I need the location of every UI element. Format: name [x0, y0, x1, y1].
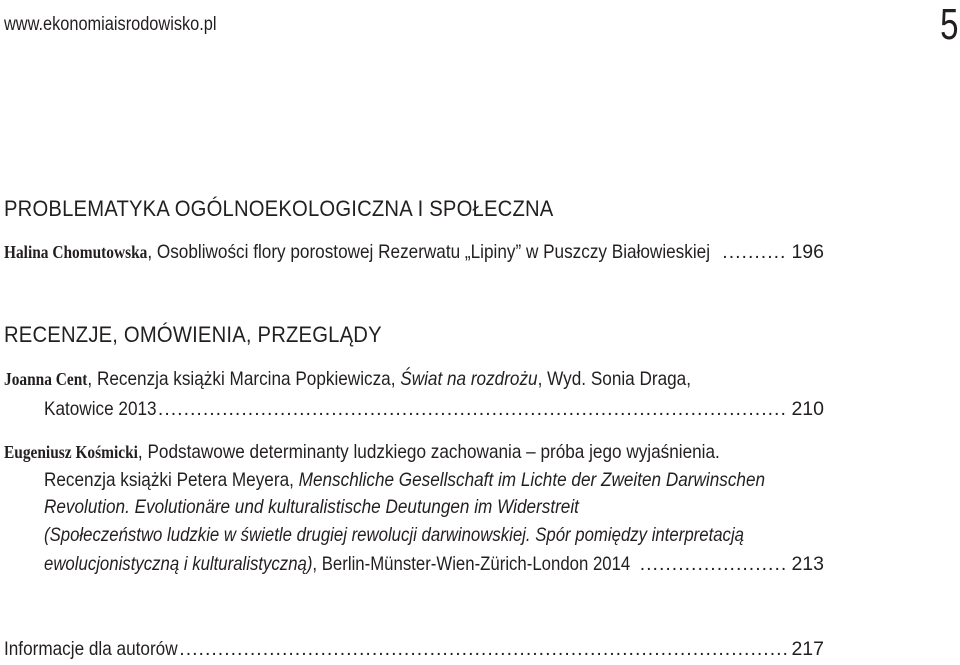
toc-entry-cent-line2[interactable]: [44, 396, 824, 423]
entry-text: , Berlin-Münster-Wien-Zürich-London 2014: [312, 553, 631, 575]
journal-url-link[interactable]: www.ekonomiaisrodowisko.pl: [4, 14, 217, 35]
entry-text: , Recenzja książki Marcina Popkiewicza,: [87, 368, 401, 390]
toc-entry-kosmicki-line4: [44, 522, 864, 549]
entry-page: 213: [791, 553, 824, 575]
page-number: 5: [939, 0, 958, 49]
entry-page: 210: [791, 398, 824, 420]
entry-text: Katowice 2013: [44, 398, 157, 420]
toc-entry-kosmicki-line3: [44, 494, 864, 521]
section-title-problematyka: PROBLEMATYKA OGÓLNOEKOLOGICZNA I SPOŁECZNA: [4, 196, 554, 221]
toc-entry-cent-line1[interactable]: [4, 366, 824, 393]
dot-leader: [179, 636, 787, 663]
book-title: Revolution. Evolutionäre und kulturalistische Deutungen im Widerstreit: [44, 496, 579, 518]
author-name: Joanna Cent: [4, 369, 88, 389]
entry-page: 217: [791, 638, 824, 660]
book-title: Menschliche Gesellschaft im Lichte der Zweiten Darwinschen: [298, 469, 766, 491]
toc-entry-kosmicki-line1[interactable]: [4, 439, 824, 466]
dot-leader: [158, 396, 788, 423]
section-title-recenzje: RECENZJE, OMÓWIENIA, PRZEGLĄDY: [4, 322, 382, 347]
book-title-translation: ewolucjonistyczną i kulturalistyczną): [44, 553, 313, 575]
entry-title: , Osobliwości flory porostowej Rezerwatu „Lipiny” w Puszczy Białowieskiej: [147, 241, 711, 263]
toc-entry-kosmicki-line2: [44, 467, 864, 494]
toc-entry-informacje[interactable]: [4, 636, 824, 663]
toc-entry-kosmicki-line5[interactable]: [44, 551, 824, 578]
entry-text: , Wyd. Sonia Draga,: [537, 368, 692, 390]
toc-entry-chomutowska[interactable]: [4, 239, 824, 266]
entry-text: [4, 239, 710, 266]
entry-text: , Podstawowe determinanty ludzkiego zachowania – próba jego wyjaśnienia.: [137, 441, 720, 463]
dot-leader: [640, 551, 788, 578]
entry-title: Informacje dla autorów: [4, 638, 178, 660]
entry-text: Recenzja książki Petera Meyera,: [44, 469, 299, 491]
entry-page: 196: [791, 241, 824, 263]
author-name: Eugeniusz Kośmicki: [4, 442, 138, 462]
dot-leader: [722, 239, 787, 266]
author-name: Halina Chomutowska: [4, 242, 148, 262]
book-title: Świat na rozdrożu: [400, 368, 538, 390]
book-title-translation: (Społeczeństwo ludzkie w świetle drugiej rewolucji darwinowskiej. Spór pomiędzy interpretacją: [44, 524, 744, 546]
